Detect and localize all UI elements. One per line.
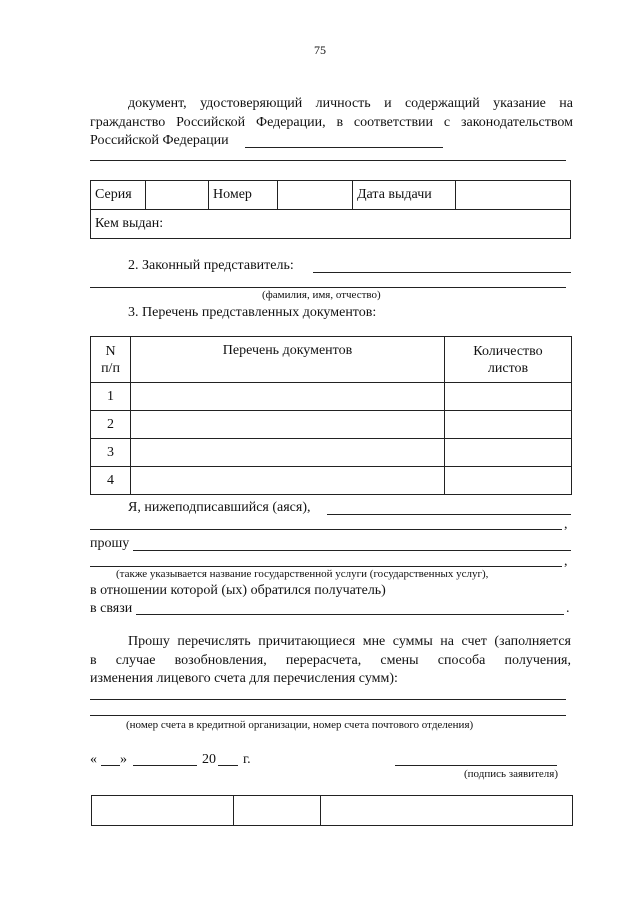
request-field[interactable]: [133, 550, 571, 551]
undersigned-name-field[interactable]: [327, 514, 571, 515]
citizenship-law-field[interactable]: [245, 147, 443, 148]
col-qty-line1: Количество: [473, 344, 543, 359]
series-label: Серия: [91, 181, 146, 210]
col-list-header: Перечень документов: [131, 337, 445, 383]
undersigned-label: Я, нижеподписавшийся (аяся),: [128, 500, 311, 515]
year-field[interactable]: [218, 765, 238, 766]
open-quote: «: [90, 752, 97, 767]
col-qty-header: [445, 337, 572, 383]
transfer-line-3: изменения лицевого счета для перечисления сумм):: [90, 671, 398, 686]
col-qty-line2: листов: [487, 361, 529, 376]
document-name-cell[interactable]: [131, 467, 445, 495]
number-cell[interactable]: [278, 181, 353, 210]
bottom-table: [91, 795, 573, 826]
transfer-line-2: в случае возобновления, перерасчета, смены способа получения,: [90, 653, 571, 668]
table-row: [91, 439, 572, 467]
signature-caption: (подпись заявителя): [464, 768, 559, 780]
comma-1: ,: [564, 517, 568, 532]
id-document-table: [90, 180, 571, 239]
month-field[interactable]: [133, 765, 197, 766]
document-name-cell[interactable]: [131, 439, 445, 467]
sheet-count-cell[interactable]: [445, 383, 572, 411]
year-suffix: г.: [243, 752, 251, 767]
sheet-count-cell[interactable]: [445, 439, 572, 467]
issue-date-cell[interactable]: [456, 181, 571, 210]
issued-by-cell[interactable]: [91, 210, 571, 239]
day-field[interactable]: [101, 765, 120, 766]
bottom-cell-3[interactable]: [321, 796, 573, 826]
col-num-header: [91, 337, 131, 383]
representative-field-2[interactable]: [90, 287, 566, 288]
account-field-2[interactable]: [90, 715, 566, 716]
page-number: 75: [314, 43, 326, 57]
row-number: 2: [91, 411, 131, 439]
table-row: [91, 411, 572, 439]
intro-line-1: документ, удостоверяющий личность и содержащий указание на: [128, 96, 573, 111]
row-number: 3: [91, 439, 131, 467]
transfer-line-1: Прошу перечислять причитающиеся мне суммы на счет (заполняется: [128, 634, 571, 649]
citizenship-extra-field[interactable]: [90, 160, 566, 161]
documents-table: [90, 336, 572, 495]
period: .: [566, 601, 570, 616]
account-caption: (номер счета в кредитной организации, номер счета почтового отделения): [126, 719, 474, 731]
undersigned-name-field-2[interactable]: [90, 529, 562, 530]
series-cell[interactable]: [146, 181, 209, 210]
representative-caption: (фамилия, имя, отчество): [262, 289, 381, 301]
col-num-line2: п/п: [101, 361, 120, 376]
number-label: Номер: [209, 181, 278, 210]
table-row: [91, 383, 572, 411]
sheet-count-cell[interactable]: [445, 467, 572, 495]
due-to-label: в связи: [90, 601, 133, 616]
signature-field[interactable]: [395, 765, 557, 766]
service-note: (также указывается название государственной услуги (государственных услуг),: [116, 568, 489, 580]
century-text: 20: [202, 752, 216, 767]
request-field-2[interactable]: [90, 566, 562, 567]
intro-line-2: гражданство Российской Федерации, в соответствии с законодательством: [90, 115, 573, 130]
due-to-field[interactable]: [136, 614, 564, 615]
representative-field[interactable]: [313, 272, 571, 273]
close-quote: »: [120, 752, 127, 767]
issue-date-label: Дата выдачи: [353, 181, 456, 210]
table-row: [91, 467, 572, 495]
document-name-cell[interactable]: [131, 411, 445, 439]
request-label: прошу: [90, 536, 130, 551]
issued-by-label: Кем выдан:: [95, 216, 164, 231]
regarding-text: в отношении которой (ых) обратился получатель): [90, 583, 386, 598]
row-number: 4: [91, 467, 131, 495]
document-name-cell[interactable]: [131, 383, 445, 411]
comma-2: ,: [564, 554, 568, 569]
sheet-count-cell[interactable]: [445, 411, 572, 439]
bottom-cell-1[interactable]: [92, 796, 234, 826]
intro-line-3: Российской Федерации: [90, 133, 229, 148]
bottom-cell-2[interactable]: [234, 796, 321, 826]
documents-heading: 3. Перечень представленных документов:: [128, 305, 377, 320]
account-field[interactable]: [90, 699, 566, 700]
representative-label: 2. Законный представитель:: [128, 258, 294, 273]
row-number: 1: [91, 383, 131, 411]
col-num-line1: N: [105, 344, 116, 359]
